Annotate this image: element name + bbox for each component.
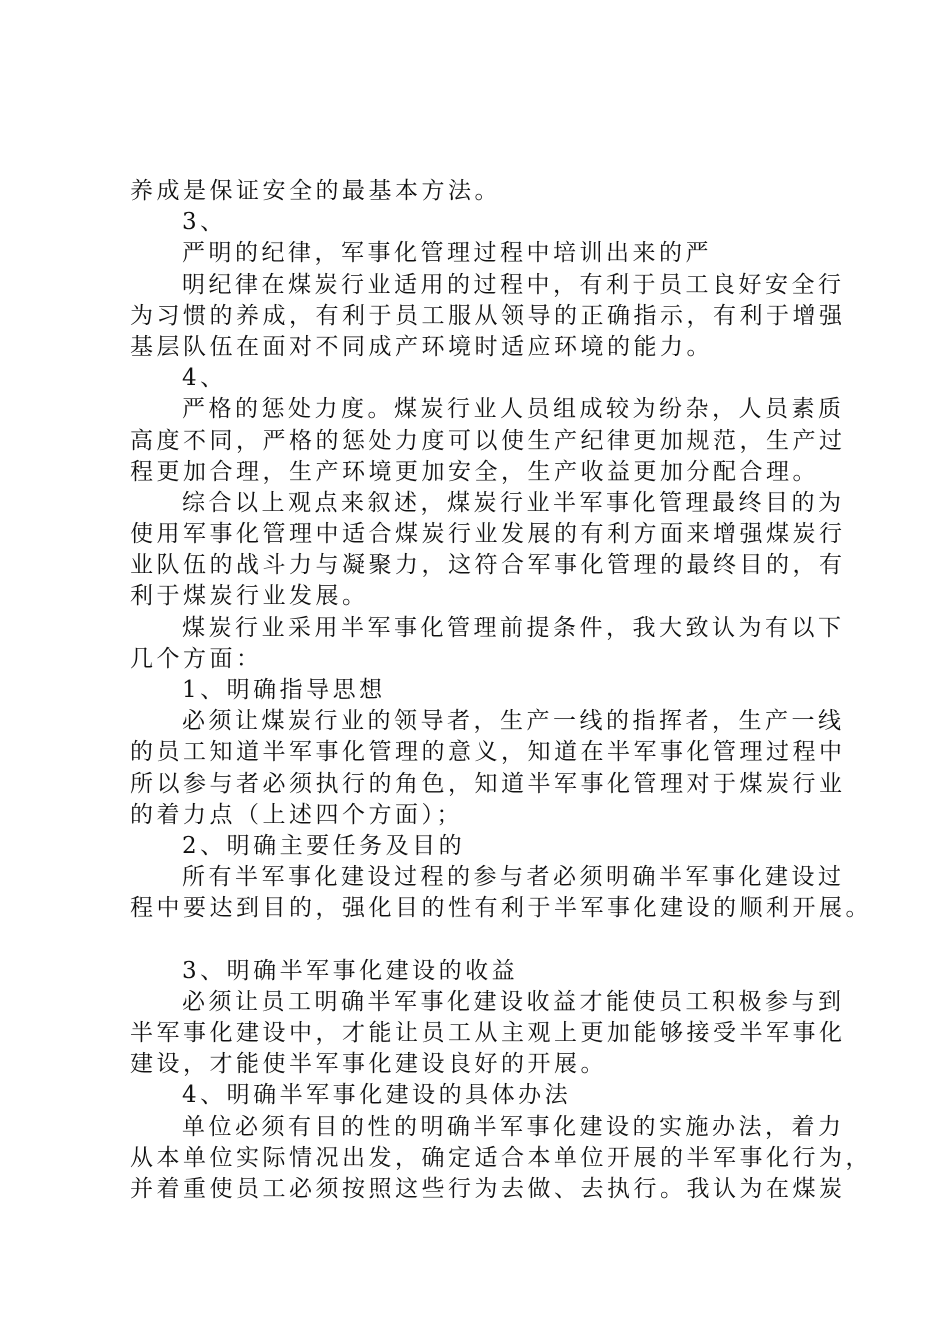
text-line: 煤炭行业采用半军事化管理前提条件，我大致认为有以下 xyxy=(182,614,845,641)
text-line: 必须让煤炭行业的领导者，生产一线的指挥者，生产一线 xyxy=(182,708,845,735)
blank-line xyxy=(130,925,850,956)
heading-line: 3、明确半军事化建设的收益 xyxy=(182,957,519,984)
heading-line: 4、明确半军事化建设的具体办法 xyxy=(182,1082,572,1109)
text-line: 的着力点（上述四个方面）； xyxy=(130,801,463,828)
text-line: 并着重使员工必须按照这些行为去做、去执行。我认为在煤炭 xyxy=(130,1176,846,1202)
text-line: 明纪律在煤炭行业适用的过程中，有利于员工良好安全行 xyxy=(182,271,845,298)
text-line: 严明的纪律，军事化管理过程中培训出来的严 xyxy=(182,240,712,267)
text-line: 基层队伍在面对不同成产环境时适应环境的能力。 xyxy=(130,333,713,360)
text-line: 利于煤炭行业发展。 xyxy=(130,583,369,610)
text-line: 严格的惩处力度。煤炭行业人员组成较为纷杂，人员素质 xyxy=(182,396,845,423)
text-line: 程更加合理，生产环境更加安全，生产收益更加分配合理。 xyxy=(130,458,819,485)
heading-line: 2、明确主要任务及目的 xyxy=(182,832,466,859)
text-line: 程中要达到目的，强化目的性有利于半军事化建设的顺利开展。 xyxy=(130,895,872,922)
body-text xyxy=(130,176,872,1205)
text-line: 为习惯的养成，有利于员工服从领导的正确指示，有利于增强 xyxy=(130,302,846,329)
text-line: 业队伍的战斗力与凝聚力，这符合军事化管理的最终目的，有 xyxy=(130,552,846,579)
text-line: 单位必须有目的性的明确半军事化建设的实施办法，着力 xyxy=(182,1113,845,1140)
text-line: 从本单位实际情况出发，确定适合本单位开展的半军事化行为， xyxy=(130,1144,872,1171)
section-number: 3、 xyxy=(182,209,227,236)
text-line: 半军事化建设中，才能让员工从主观上更加能够接受半军事化 xyxy=(130,1020,846,1047)
heading-line: 1、明确指导思想 xyxy=(182,677,386,703)
text-line: 必须让员工明确半军事化建设收益才能使员工积极参与到 xyxy=(182,988,845,1015)
section-number: 4、 xyxy=(182,365,227,392)
text-line: 所有半军事化建设过程的参与者必须明确半军事化建设过 xyxy=(182,864,845,891)
text-line: 养成是保证安全的最基本方法。 xyxy=(130,178,501,204)
text-line: 综合以上观点来叙述，煤炭行业半军事化管理最终目的为 xyxy=(182,489,845,516)
text-line: 建设，才能使半军事化建设良好的开展。 xyxy=(130,1051,607,1078)
text-line: 高度不同，严格的惩处力度可以使生产纪律更加规范，生产过 xyxy=(130,427,846,454)
text-line: 使用军事化管理中适合煤炭行业发展的有利方面来增强煤炭行 xyxy=(130,521,846,548)
text-line: 的员工知道半军事化管理的意义，知道在半军事化管理过程中 xyxy=(130,739,846,766)
text-line: 所以参与者必须执行的角色，知道半军事化管理对于煤炭行业 xyxy=(130,770,846,797)
text-line: 几个方面： xyxy=(130,645,263,672)
